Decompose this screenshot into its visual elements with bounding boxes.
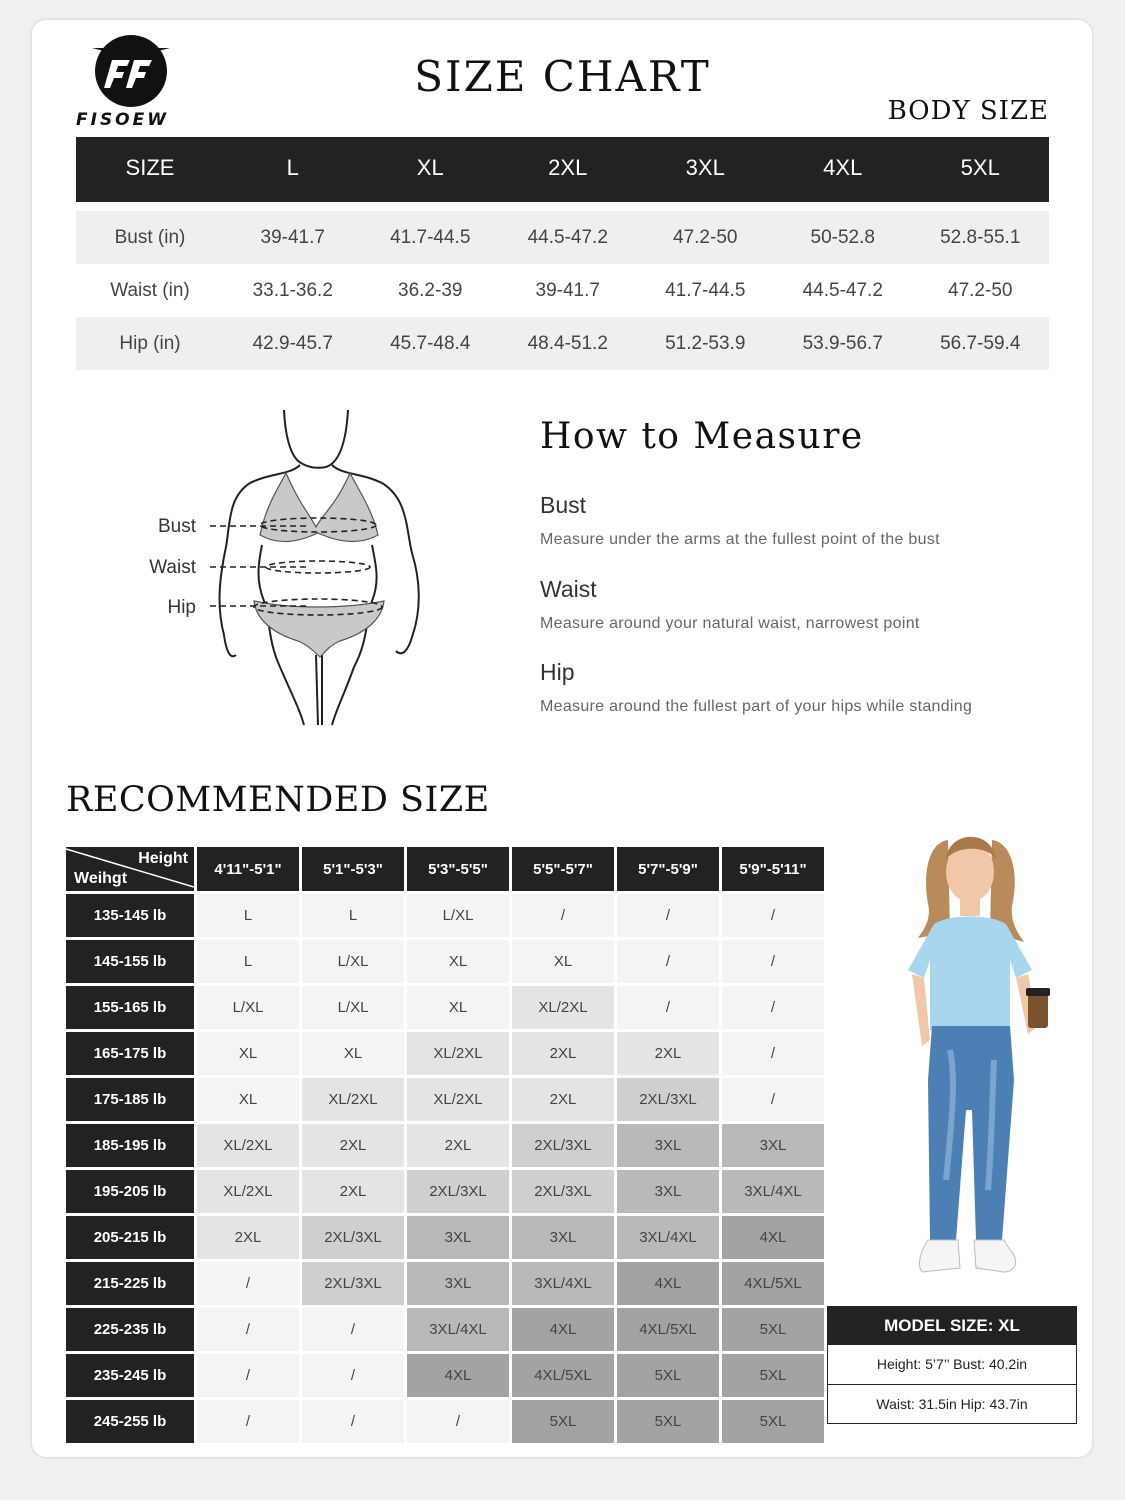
corner-height-label: Height [138, 850, 188, 867]
size-cell: 4XL [617, 1262, 719, 1305]
size-cell: 3XL [722, 1124, 824, 1167]
size-cell: 2XL [302, 1124, 404, 1167]
size-cell: / [722, 940, 824, 983]
table-row [66, 1216, 824, 1259]
size-cell: XL [197, 1078, 299, 1121]
size-cell: 3XL [617, 1170, 719, 1213]
table-cell: 41.7-44.5 [362, 211, 500, 264]
model-size-box [827, 1306, 1077, 1424]
measure-item-hip [540, 659, 972, 716]
size-header-cell: L [224, 137, 362, 200]
size-cell: XL/2XL [407, 1032, 509, 1075]
size-cell: XL/2XL [197, 1124, 299, 1167]
table-cell: 44.5-47.2 [499, 211, 637, 264]
table-row [66, 940, 824, 983]
size-cell: / [512, 894, 614, 937]
measure-desc: Measure around your natural waist, narrowest point [540, 615, 920, 632]
weight-label: 145-155 lb [66, 940, 194, 983]
size-cell: 2XL [512, 1078, 614, 1121]
size-cell: 5XL [722, 1308, 824, 1351]
row-label: Bust (in) [76, 211, 224, 264]
height-header: 5'7"-5'9" [617, 847, 719, 891]
weight-label: 225-235 lb [66, 1308, 194, 1351]
table-row [66, 1170, 824, 1213]
table-row [66, 1400, 824, 1443]
weight-label: 165-175 lb [66, 1032, 194, 1075]
size-cell: 3XL [617, 1124, 719, 1167]
table-row [66, 1124, 824, 1167]
size-cell: 5XL [617, 1400, 719, 1443]
size-cell: / [722, 894, 824, 937]
table-cell: 47.2-50 [637, 211, 775, 264]
size-cell: 2XL [407, 1124, 509, 1167]
size-cell: 3XL/4XL [512, 1262, 614, 1305]
table-cell: 33.1-36.2 [252, 279, 333, 301]
size-cell: 3XL [512, 1216, 614, 1259]
size-cell: 5XL [722, 1354, 824, 1397]
size-cell: 2XL/3XL [302, 1262, 404, 1305]
size-cell: 2XL [512, 1032, 614, 1075]
size-cell: / [722, 986, 824, 1029]
size-cell: XL/2XL [197, 1170, 299, 1213]
corner-header [66, 847, 194, 891]
body-size-heading: BODY SIZE [887, 96, 1049, 126]
size-cell: XL [197, 1032, 299, 1075]
table-row [66, 1078, 824, 1121]
size-cell: 4XL [512, 1308, 614, 1351]
size-cell: L [197, 940, 299, 983]
size-cell: 3XL [407, 1216, 509, 1259]
size-cell: 3XL/4XL [722, 1170, 824, 1213]
model-photo [860, 820, 1080, 1300]
measure-name: Waist [540, 576, 597, 602]
size-cell: 2XL/3XL [512, 1170, 614, 1213]
size-cell: 2XL [197, 1216, 299, 1259]
height-header: 5'1"-5'3" [302, 847, 404, 891]
table-cell: 51.2-53.9 [637, 317, 775, 370]
size-cell: XL [407, 986, 509, 1029]
size-cell: XL/2XL [302, 1078, 404, 1121]
table-row [66, 894, 824, 937]
size-cell: / [302, 1308, 404, 1351]
figure-label-waist: Waist [149, 557, 196, 578]
measure-item-bust [540, 492, 940, 549]
measure-item-waist [540, 576, 920, 633]
size-cell: / [617, 940, 719, 983]
recommended-size-title: RECOMMENDED SIZE [66, 780, 490, 820]
size-header-cell: XL [362, 137, 500, 200]
table-cell: 36.2-39 [398, 279, 463, 301]
size-cell: XL [302, 1032, 404, 1075]
model-size-title: MODEL SIZE: XL [828, 1307, 1076, 1345]
divider-row [76, 200, 1049, 211]
size-cell: 3XL/4XL [617, 1216, 719, 1259]
weight-label: 235-245 lb [66, 1354, 194, 1397]
size-cell: XL/2XL [512, 986, 614, 1029]
size-cell: 5XL [617, 1354, 719, 1397]
table-cell: 44.5-47.2 [802, 279, 883, 301]
size-cell: / [302, 1400, 404, 1443]
height-header: 5'5"-5'7" [512, 847, 614, 891]
size-cell: 4XL [407, 1354, 509, 1397]
size-cell: / [302, 1354, 404, 1397]
weight-label: 135-145 lb [66, 894, 194, 937]
size-cell: 2XL/3XL [617, 1078, 719, 1121]
table-row [76, 264, 1049, 317]
size-cell: / [722, 1032, 824, 1075]
size-cell: / [197, 1308, 299, 1351]
row-label: Waist (in) [110, 279, 190, 301]
size-cell: L [302, 894, 404, 937]
size-cell: XL/2XL [407, 1078, 509, 1121]
height-header: 5'9"-5'11" [722, 847, 824, 891]
body-measure-figure [140, 405, 500, 730]
size-cell: 4XL [722, 1216, 824, 1259]
table-cell: 39-41.7 [535, 279, 600, 301]
table-cell: 50-52.8 [774, 211, 912, 264]
table-cell: 42.9-45.7 [224, 317, 362, 370]
size-cell: L/XL [302, 940, 404, 983]
size-cell: / [722, 1078, 824, 1121]
size-header-cell: 4XL [774, 137, 912, 200]
height-header: 5'3"-5'5" [407, 847, 509, 891]
size-cell: / [617, 986, 719, 1029]
figure-label-hip: Hip [167, 597, 196, 618]
table-row [66, 1032, 824, 1075]
measure-desc: Measure under the arms at the fullest point of the bust [540, 531, 940, 548]
table-cell: 52.8-55.1 [912, 211, 1050, 264]
weight-label: 205-215 lb [66, 1216, 194, 1259]
size-cell: L/XL [197, 986, 299, 1029]
size-cell: XL [407, 940, 509, 983]
body-size-table [76, 137, 1049, 370]
height-header: 4'11"-5'1" [197, 847, 299, 891]
how-to-measure-title: How to Measure [540, 416, 864, 457]
table-row [66, 986, 824, 1029]
size-cell: 2XL [617, 1032, 719, 1075]
size-cell: / [197, 1262, 299, 1305]
measure-name: Bust [540, 492, 587, 518]
size-cell: 5XL [512, 1400, 614, 1443]
weight-label: 155-165 lb [66, 986, 194, 1029]
size-cell: / [197, 1400, 299, 1443]
size-cell: 3XL [407, 1262, 509, 1305]
size-header-cell: 3XL [637, 137, 775, 200]
size-cell: / [197, 1354, 299, 1397]
size-cell: / [407, 1400, 509, 1443]
size-cell: L/XL [407, 894, 509, 937]
size-cell: XL [512, 940, 614, 983]
size-cell: 2XL [302, 1170, 404, 1213]
table-cell: 45.7-48.4 [362, 317, 500, 370]
size-cell: L [197, 894, 299, 937]
table-row [66, 1354, 824, 1397]
size-header-row [76, 137, 1049, 200]
size-cell: 4XL/5XL [722, 1262, 824, 1305]
size-cell: 2XL/3XL [512, 1124, 614, 1167]
table-cell: 48.4-51.2 [499, 317, 637, 370]
corner-weight-label: Weihgt [74, 870, 128, 887]
table-row [76, 211, 1049, 264]
size-cell: 4XL/5XL [617, 1308, 719, 1351]
table-cell: 41.7-44.5 [665, 279, 746, 301]
weight-label: 215-225 lb [66, 1262, 194, 1305]
table-row [66, 1262, 824, 1305]
size-header-cell: 2XL [499, 137, 637, 200]
height-header-row [66, 847, 824, 891]
table-row [66, 1308, 824, 1351]
table-row [76, 317, 1049, 370]
page-title: SIZE CHART [414, 52, 711, 101]
size-cell: 2XL/3XL [302, 1216, 404, 1259]
size-header-cell: 5XL [912, 137, 1050, 200]
size-cell: L/XL [302, 986, 404, 1029]
figure-label-bust: Bust [157, 516, 196, 537]
model-measurements-line: Height: 5’7’’ Bust: 40.2in [876, 1356, 1028, 1372]
table-cell: 39-41.7 [224, 211, 362, 264]
table-cell: 53.9-56.7 [774, 317, 912, 370]
size-cell: 3XL/4XL [407, 1308, 509, 1351]
table-cell: 56.7-59.4 [912, 317, 1050, 370]
weight-label: 185-195 lb [66, 1124, 194, 1167]
brand-name: FISOEW [76, 110, 169, 130]
weight-label: 245-255 lb [66, 1400, 194, 1443]
weight-label: 195-205 lb [66, 1170, 194, 1213]
size-cell: 2XL/3XL [407, 1170, 509, 1213]
table-cell: 47.2-50 [948, 279, 1013, 301]
size-header-cell: SIZE [76, 137, 224, 200]
row-label: Hip (in) [76, 317, 224, 370]
recommended-size-table [63, 844, 827, 1446]
size-cell: / [617, 894, 719, 937]
model-measurements-line: Waist: 31.5in Hip: 43.7in [828, 1384, 1076, 1424]
size-cell: 4XL/5XL [512, 1354, 614, 1397]
measure-name: Hip [540, 659, 575, 685]
weight-label: 175-185 lb [66, 1078, 194, 1121]
measure-desc: Measure around the fullest part of your hips while standing [540, 698, 973, 715]
size-cell: 5XL [722, 1400, 824, 1443]
